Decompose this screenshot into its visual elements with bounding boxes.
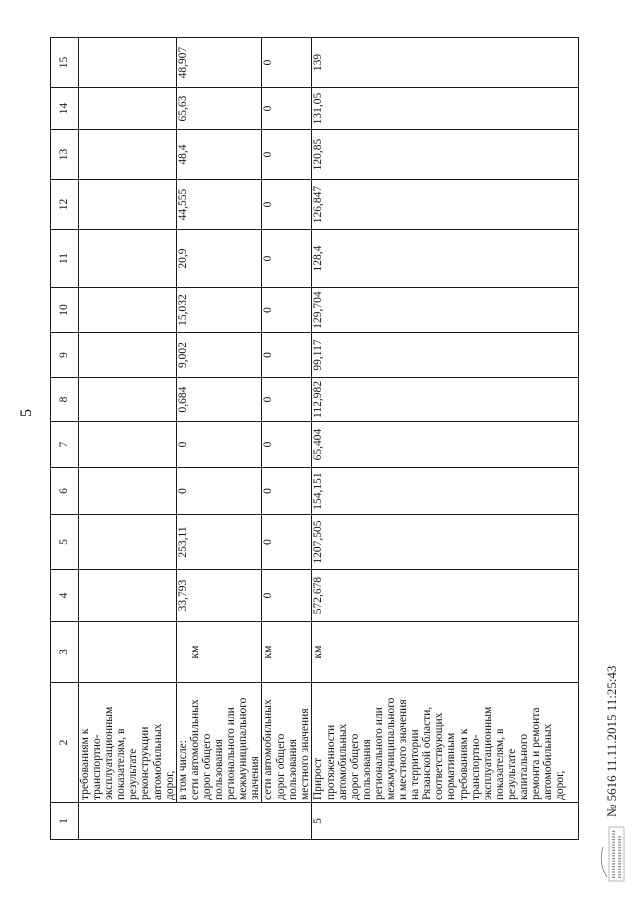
value-cell (79, 88, 177, 130)
column-number: 1 (51, 803, 79, 840)
column-number: 3 (51, 622, 79, 683)
value-cell: 129,704 (312, 288, 579, 333)
column-number: 10 (51, 288, 79, 333)
column-number: 6 (51, 468, 79, 515)
value-cell: 65,404 (312, 422, 579, 468)
value-cell (79, 230, 177, 288)
value-cell: 0 (262, 422, 312, 468)
value-cell: 1207,505 (312, 515, 579, 570)
value-cell: 48,907 (176, 38, 262, 88)
indicator-name: требованиям к транспортно- эксплуатационным показателям, в результате реконструкции автомобильных дорог, (79, 683, 177, 803)
value-cell: 0 (262, 333, 312, 378)
value-cell: 0 (176, 468, 262, 515)
value-cell (79, 38, 177, 88)
value-cell: 44,555 (176, 180, 262, 230)
column-number: 11 (51, 230, 79, 288)
row-number-cell (79, 803, 312, 840)
value-cell: 0 (262, 288, 312, 333)
column-number: 4 (51, 570, 79, 622)
value-cell (79, 378, 177, 422)
value-cell: 0 (262, 130, 312, 180)
column-number: 13 (51, 130, 79, 180)
registration-stamp (598, 825, 626, 882)
value-cell: 65,63 (176, 88, 262, 130)
value-cell: 15,032 (176, 288, 262, 333)
value-cell (79, 130, 177, 180)
indicator-name: в том числе: сети автомобильных дорог общего пользования регионального или межмуниципального значения (176, 683, 262, 803)
column-number: 7 (51, 422, 79, 468)
unit-cell: км (176, 622, 262, 683)
value-cell (79, 333, 177, 378)
value-cell (79, 570, 177, 622)
value-cell (79, 180, 177, 230)
indicators-table (50, 37, 579, 840)
indicator-name: Прирост протяженности автомобильных дорог общего пользования регионального или межмуниципального и местного значения на территории Рязанской области, соответствующих нормативным требованиям к транспортно- эксплуатационным показателям, в результате капитального ремонта и ремонта автомобильных дорог, (312, 683, 579, 803)
value-cell: 120,85 (312, 130, 579, 180)
value-cell: 0 (262, 570, 312, 622)
column-number: 9 (51, 333, 79, 378)
value-cell: 154,151 (312, 468, 579, 515)
value-cell: 112,982 (312, 378, 579, 422)
column-number: 8 (51, 378, 79, 422)
value-cell: 0 (176, 422, 262, 468)
value-cell: 20,9 (176, 230, 262, 288)
column-number: 5 (51, 515, 79, 570)
stamp-arc (601, 847, 607, 877)
value-cell: 128,4 (312, 230, 579, 288)
value-cell: 139 (312, 38, 579, 88)
registration-number: № 5616 11.11.2015 11:25:43 (604, 665, 619, 817)
table-row (262, 38, 312, 840)
unit-cell: км (262, 622, 312, 683)
table-row (312, 38, 579, 840)
value-cell: 48,4 (176, 130, 262, 180)
value-cell: 253,11 (176, 515, 262, 570)
page-number: 5 (18, 409, 35, 417)
table-row (79, 38, 177, 840)
value-cell (79, 422, 177, 468)
value-cell: 0 (262, 468, 312, 515)
column-number: 15 (51, 38, 79, 88)
value-cell: 0 (262, 230, 312, 288)
value-cell: 0 (262, 38, 312, 88)
stamp-frame (609, 827, 624, 881)
header-row (51, 38, 79, 840)
row-number-cell: 5 (312, 803, 579, 840)
column-number: 14 (51, 88, 79, 130)
column-number: 12 (51, 180, 79, 230)
value-cell: 572,678 (312, 570, 579, 622)
value-cell: 0 (262, 88, 312, 130)
table-row (176, 38, 262, 840)
unit-cell: км (312, 622, 579, 683)
value-cell: 0,684 (176, 378, 262, 422)
column-number: 2 (51, 683, 79, 803)
value-cell: 0 (262, 378, 312, 422)
value-cell (79, 288, 177, 333)
value-cell (79, 468, 177, 515)
value-cell (79, 515, 177, 570)
value-cell: 126,847 (312, 180, 579, 230)
value-cell: 0 (262, 180, 312, 230)
value-cell: 99,117 (312, 333, 579, 378)
value-cell: 33,793 (176, 570, 262, 622)
value-cell: 0 (262, 515, 312, 570)
indicator-name: сети автомобильных дорог общего пользования местного значения (262, 683, 312, 803)
value-cell: 9,002 (176, 333, 262, 378)
unit-cell (79, 622, 177, 683)
value-cell: 131,05 (312, 88, 579, 130)
